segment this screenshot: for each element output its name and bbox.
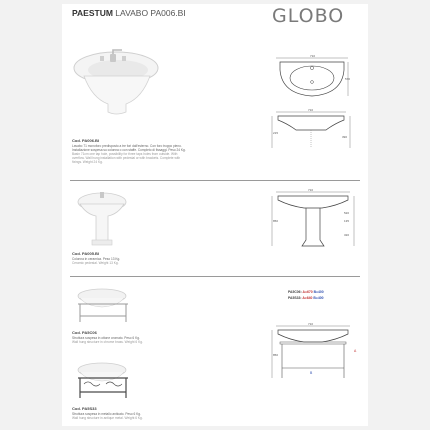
basin-photo — [70, 46, 162, 118]
section-divider — [70, 180, 360, 181]
structure-legend-antique — [288, 296, 323, 300]
dim-structure-height-label: 850 — [273, 353, 279, 357]
product-code: Cod. PA5C06 — [72, 330, 97, 335]
dim-front-height-label: 215 — [273, 131, 279, 135]
dim-pedestal-width-label: 710 — [308, 188, 314, 192]
antique-structure-photo — [72, 360, 134, 402]
pedestal-drawing — [266, 188, 360, 252]
description-english: Ceramic pedestal. Weight 13 Kg. — [72, 261, 119, 265]
dim-pedestal-height-label: 850 — [273, 219, 279, 223]
dim-pedestal-b-label: 520 — [344, 211, 350, 215]
section-divider — [70, 276, 360, 277]
legend-b-value: B=400 — [313, 296, 324, 300]
description-italian: Struttura sospesa in metallo anticato. Peso 6 Kg. — [72, 412, 141, 416]
chrome-structure-photo — [72, 286, 134, 326]
description-english: Wall hung structure in chrome brass. Weight 6 Kg. — [72, 340, 143, 344]
product-description — [72, 412, 190, 420]
description-english: Basin 71cm one tap hole, possibility for three taps holes from outside. With overflow. Wall hung installation with pedestal or with brackets. Complete with fixings. Weight 24 Kg. — [72, 152, 181, 164]
dim-pedestal-d-label: 320 — [344, 233, 350, 237]
legend-a-value: A=640 — [302, 296, 313, 300]
basin-front-view-drawing — [268, 108, 354, 152]
product-description — [72, 257, 190, 265]
dim-structure-b-label: B — [310, 371, 313, 375]
description-italian: Struttura sospesa in ottone cromato. Peso 6 Kg. — [72, 336, 140, 340]
legend-code: PA5S33: — [288, 296, 302, 300]
pedestal-basin-photo — [72, 188, 132, 248]
structure-drawing — [266, 322, 360, 384]
dim-structure-a-label: A — [354, 349, 357, 353]
dim-side-label: 390 — [342, 135, 348, 139]
product-code: Cod. PA5S33 — [72, 406, 97, 411]
dim-pedestal-c-label: 135 — [344, 219, 350, 223]
dim-depth-label: 570 — [345, 77, 351, 81]
product-code: Cod. PA006.BI — [72, 138, 100, 143]
title-product: LAVABO PA006.BI — [112, 8, 186, 18]
product-code: Cod. PA005.BI — [72, 251, 100, 256]
description-italian: Lavabo 71 monoforo predisposto a tre fori dall'esterno. Con foro troppo pieno. Installazione sospesa su colonna o con staffe. Completo di fissaggi. Peso 24 Kg. — [72, 144, 186, 152]
title-series: PAESTUM — [72, 8, 113, 18]
description-italian: Colonna in ceramica. Peso 13 Kg. — [72, 257, 121, 261]
structure-legend-chrome — [288, 290, 324, 294]
legend-code: PA5C06: — [288, 290, 302, 294]
legend-a-value: A=670 — [302, 290, 313, 294]
brand-logo: GLOBO — [272, 5, 345, 27]
dim-structure-width-label: 710 — [308, 322, 314, 326]
description-english: Wall hung structure in antique metal. Weight 6 Kg. — [72, 416, 143, 420]
legend-b-value: B=400 — [313, 290, 324, 294]
basin-top-view-drawing — [272, 52, 352, 102]
product-description — [72, 336, 190, 344]
page-title — [72, 8, 186, 18]
dim-front-width-label: 710 — [308, 108, 314, 112]
product-description — [72, 144, 190, 164]
dim-width-label: 710 — [310, 54, 316, 58]
spec-sheet — [62, 4, 368, 426]
